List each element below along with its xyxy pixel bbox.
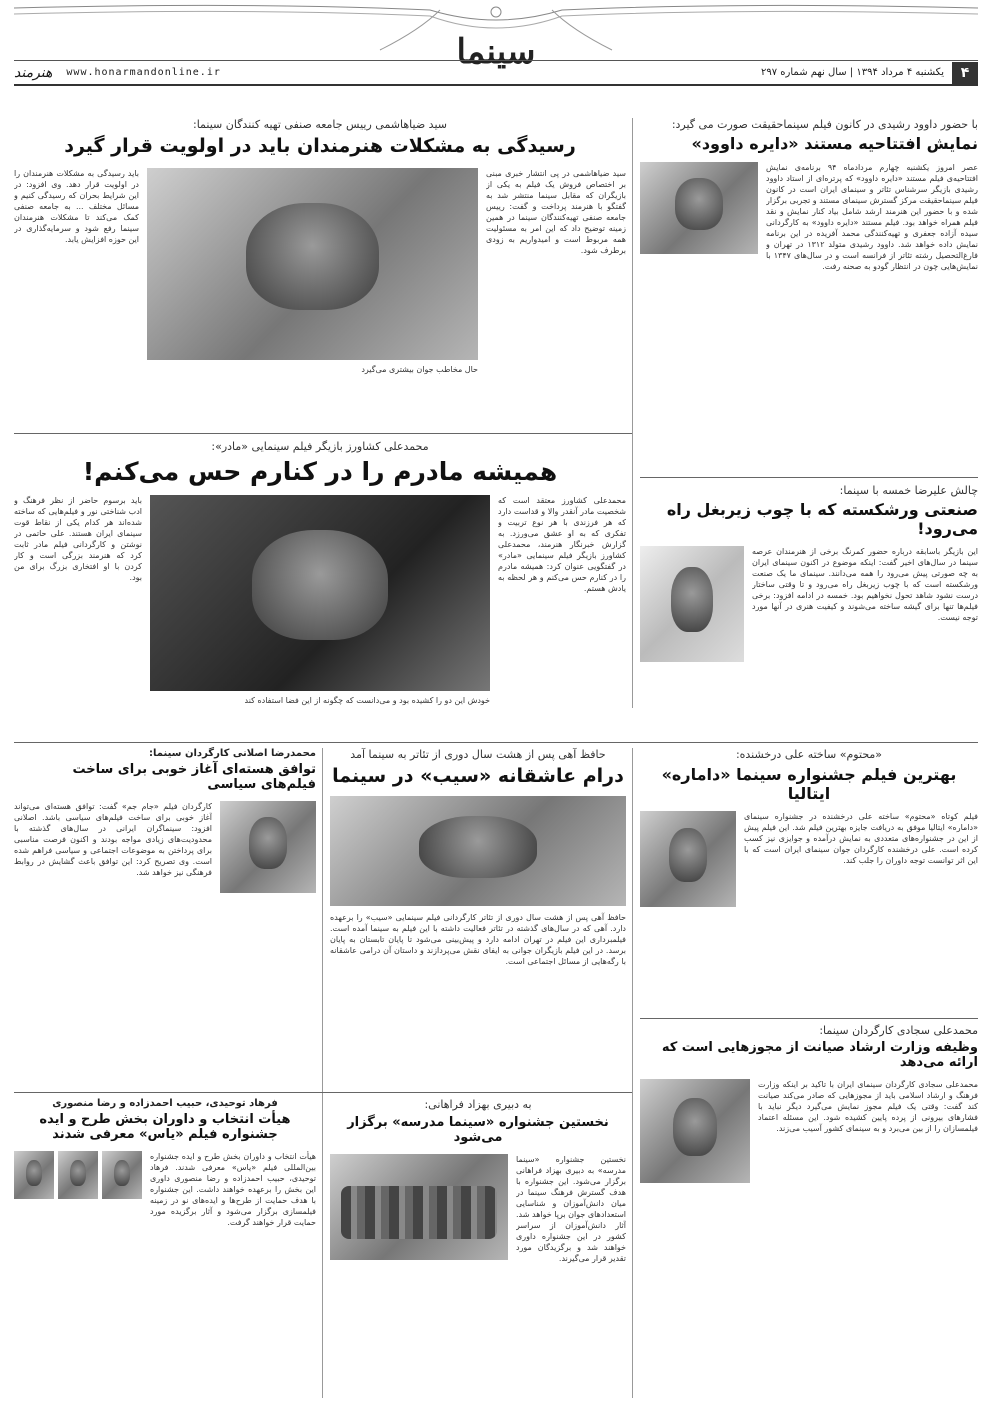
story-body: نخستین جشنواره «سینما مدرسه» به دبیری بهزاد فراهانی برگزار می‌شود. این جشنواره با هدف گسترش فرهنگ سینما در میان دانش‌آموزان و شناسایی استعدادهای جوان برپا خواهد شد. آثار دانش‌آموزان از سراسر کشور در این جشنواره داوری خواهند شد و برگزیدگان مورد تقدیر قرار می‌گیرند. (516, 1155, 626, 1264)
story-headline[interactable]: نخستین جشنواره «سینما مدرسه» برگزار می‌شود (347, 1115, 609, 1146)
portrait-photo (640, 546, 744, 662)
story-kicker: «محتوم» ساخته علی درخشنده: (735, 748, 883, 761)
director-photo (640, 811, 736, 907)
story-byline: فرهاد توحیدی، حبیب احمدزاده و رضا منصوری (52, 1098, 278, 1109)
portrait-photo (640, 1079, 750, 1183)
story-mother (14, 440, 626, 736)
story-kicker: محمدعلی کشاورز بازیگر فیلم سینمایی «مادر»: (211, 440, 429, 453)
story-body: فیلم کوتاه «محتوم» ساخته علی درخشنده در جشنواره سینمای «داماره» ایتالیا موفق به دریافت جایزه بهترین فیلم شد. این فیلم پیش از این در جشنواره‌های متعددی به نمایش درآمده و جوایزی نیز کسب کرده است. علی درخشنده کارگردان جوان سینمای ایران است که با این اثر توانست توجه داوران را جلب کند. (744, 812, 978, 866)
actor-photo (150, 495, 490, 691)
story-body: عصر امروز یکشنبه چهارم مردادماه ۹۴ برنامه‌ی نمایش افتتاحیه‌ی فیلم مستند «دایره داوود» که پرتره‌ای از استاد داوود رشیدی بازیگر سرشناس تئاتر و سینمای ایران است در کانون فیلم سینماحقیقت مرکز گسترش سینمای مستند و تجربی برگزار شده و با حضور این هنرمند ارشد شامل بیاد کنار نمایش و نقد فیلم همراه خواهد بود. فیلم مستند «دایره داوود» به کارگردانی سیده آزاده جعفری و تهیه‌کنندگی محمد آفریده در این برنامه نمایش داده خواهد شد. داوود رشیدی متولد ۱۳۱۲ در تهران و فارغ‌التحصیل رشته تئاتر از فرانسه است و در سال‌های ۱۳۴۷ با نمایش‌هایی چون در انتظار گودو به صحنه رفت. (766, 162, 978, 271)
story-political (14, 748, 316, 1088)
story-headline[interactable]: بهترین فیلم جشنواره سینما «داماره» ایتالیا (661, 765, 957, 803)
story-kicker: به دبیری بهزاد فراهانی: (424, 1098, 532, 1111)
story-italy (640, 748, 978, 1014)
portrait-photo (640, 162, 758, 254)
photo-caption: خودش این دو را کشیده بود و می‌دانست که چگونه از این فضا استفاده کند (244, 696, 490, 706)
page-number: ۴ (952, 62, 978, 84)
column-rule (632, 118, 633, 708)
issue-date: یکشنبه ۴ مرداد ۱۳۹۴ | سال نهم شماره ۲۹۷ (761, 67, 944, 78)
photo-caption: حال مخاطب جوان بیشتری می‌گیرد (361, 365, 478, 375)
section-logo: سینما (456, 32, 536, 72)
story-kicker: حافظ آهی پس از هشت سال دوری از تئاتر به سینما آمد (350, 748, 606, 761)
story-kicker: محمدعلی سجادی کارگردان سینما: (819, 1024, 978, 1037)
story-school (330, 1098, 626, 1404)
story-body: این بازیگر باسابقه درباره حضور کمرنگ برخی از هنرمندان عرصه سینما در سال‌های اخیر گفت: اینکه موضوع در اکنون سینمای ایران به چه صورتی پیش می‌رود را همه می‌دانند. سینمای ما یک صنعت ورشکسته است که با چوب زیربغل راه می‌رود و تا وقتی ساختار درست نشود شاهد تحول نخواهیم بود. خمسه در ادامه افزود: برخی فیلم‌ها تنها برای گیشه ساخته می‌شوند و کیفیت هنری در آنها مورد توجه نیست. (752, 547, 978, 623)
column-rule (322, 748, 323, 1398)
story-byline: محمدرضا اصلانی کارگردان سینما: (149, 748, 316, 759)
story-body: باید برسوم حاضر از نظر فرهنگ و ادب شناختی نور و فیلم‌هایی که ساخته شده‌اند هر کدام یکی از نقاط قوت سینمای ایران هستند. علی حاتمی در نوشتن و کارگردانی فیلم مادر ثابت کرد که هنرمند بزرگی است و کار کردن با او افتخاری بزرگ برای من بود. (14, 496, 142, 583)
section-divider (640, 477, 978, 478)
story-kicker: با حضور داوود رشیدی در کانون فیلم سینماحقیقت صورت می گیرد: (671, 118, 978, 131)
story-kicker: سید ضیاهاشمی رییس جامعه صنفی تهیه کنندگان سینما: (193, 118, 447, 131)
film-still-photo (330, 796, 626, 906)
story-headline[interactable]: توافق هسته‌ای آغاز خوبی برای ساخت فیلم‌های سیاسی (72, 762, 316, 792)
column-rule (632, 748, 633, 1398)
story-kicker: چالش علیرضا خمسه با سینما: (839, 484, 978, 497)
story-body: باید رسیدگی به مشکلات هنرمندان را در اولویت قرار دهد. وی افزود: در این شرایط بحران که رسیدگی کنیم و مسائل مختلف ... به جامعه صنفی کمک می‌کند تا مشکلات هنرمندان سینما رفع شود و سرمایه‌گذاری در این حوزه افزایش یابد. (14, 169, 139, 245)
story-headline[interactable]: هیأت انتخاب و داوران بخش طرح و ایده جشنواره فیلم «یاس» معرفی شدند (39, 1112, 291, 1142)
story-cracked (640, 484, 978, 738)
group-photo (330, 1154, 508, 1260)
website-link[interactable]: www.honarmandonline.ir (66, 67, 221, 78)
story-headline[interactable]: رسیدگی به مشکلات هنرمندان باید در اولویت قرار گیرد (64, 135, 576, 158)
story-ministry (640, 1024, 978, 1404)
section-divider (14, 433, 632, 434)
portrait-photo (220, 801, 316, 893)
story-headline[interactable]: درام عاشقانه «سیب» در سینما (332, 765, 624, 788)
story-body: سید ضیاهاشمی در پی انتشار خبری مبنی بر اختصاص فروش یک فیلم به یکی از بازیگران که مقابل سینما منتشر شد به گفتگو با هنرمند پرداخت و گفت: رییس جامعه صنفی تهیه‌کنندگان سینما در همین زمینه توضیح داد که این امر به مسئولیت همه مربوط است و امیدواریم به زودی برطرف شود. (486, 169, 626, 256)
story-body: کارگردان فیلم «جام جم» گفت: توافق هسته‌ای می‌تواند آغاز خوبی برای ساخت فیلم‌های سیاسی باشد. اصلانی افزود: سینماگران ایرانی در سال‌های گذشته با محدودیت‌های زیادی مواجه بودند و اکنون فرصت مناسبی برای پرداختن به موضوعات اجتماعی و سیاسی فراهم شده است. وی تصریح کرد: این توافق باعث گشایش در روابط فرهنگی نیز خواهد شد. (14, 801, 212, 877)
story-judges (14, 1098, 316, 1404)
judge-photo (102, 1151, 142, 1199)
brand-mark: هنرمند (14, 64, 53, 81)
story-body: هیأت انتخاب و داوران بخش طرح و ایده جشنواره بین‌المللی فیلم «یاس» معرفی شدند. فرهاد توحیدی، حبیب احمدزاده و رضا منصوری داوری این بخش را برعهده خواهند داشت. این جشنواره با هدف حمایت از طرح‌ها و ایده‌های نو در زمینه فیلمسازی برگزار می‌شود و آثار برگزیده مورد حمایت قرار خواهند گرفت. (150, 1151, 316, 1227)
story-body: محمدعلی کشاورز معتقد است که شخصیت مادر آنقدر والا و قداست دارد که هر فرزندی با هر نوع تربیت و تفکری که به او عشق می‌ورزد. به گزارش خبرنگار هنرمند، محمدعلی کشاورز بازیگر فیلم سینمایی «مادر» در گفتگویی عنوان کرد: همیشه مادرم را در کنارم حس می‌کنم و هر لحظه به یادش هستم. (498, 496, 626, 594)
story-headline[interactable]: همیشه مادرم را در کنارم حس می‌کنم! (82, 457, 558, 487)
story-headline[interactable]: صنعتی ورشکسته که با چوب زیربغل راه می‌رود! (666, 500, 978, 538)
judge-photo (14, 1151, 54, 1199)
interview-photo (147, 168, 478, 360)
judge-photo (58, 1151, 98, 1199)
story-apple (330, 748, 626, 1088)
section-divider (14, 1092, 632, 1093)
story-headline[interactable]: نمایش افتتاحیه مستند «دایره داوود» (691, 134, 978, 154)
masthead (14, 60, 978, 86)
story-body: محمدعلی سجادی کارگردان سینمای ایران با تاکید بر اینکه وزارت فرهنگ و ارشاد اسلامی باید از مجوزهایی که صادر می‌کند صیانت کند گفت: وقتی یک فیلم مجوز نمایش می‌گیرد دیگر نباید با فشارهای بیرونی از پرده پایین کشیده شود. این مسئله اعتماد فیلمسازان را از بین می‌برد و به سینمای کشور آسیب می‌زند. (758, 1080, 978, 1134)
story-davood (640, 118, 978, 473)
story-zia (14, 118, 626, 428)
story-body: حافظ آهی پس از هشت سال دوری از تئاتر کارگردانی فیلم سینمایی «سیب» را برعهده دارد. آهی که در سال‌های گذشته در تئاتر فعالیت داشته با این فیلم به سینما آمده است. فیلمبرداری این فیلم در تهران ادامه دارد و پیش‌بینی می‌شود تا پایان تابستان به پایان برسد. در این فیلم بازیگران جوانی به ایفای نقش می‌پردازند و داستان آن درامی عاشقانه با رگه‌هایی از مسائل اجتماعی است. (330, 913, 626, 967)
story-headline[interactable]: وظیفه وزارت ارشاد صیانت از مجوزهایی است که ارائه می‌دهد (661, 1040, 978, 1071)
